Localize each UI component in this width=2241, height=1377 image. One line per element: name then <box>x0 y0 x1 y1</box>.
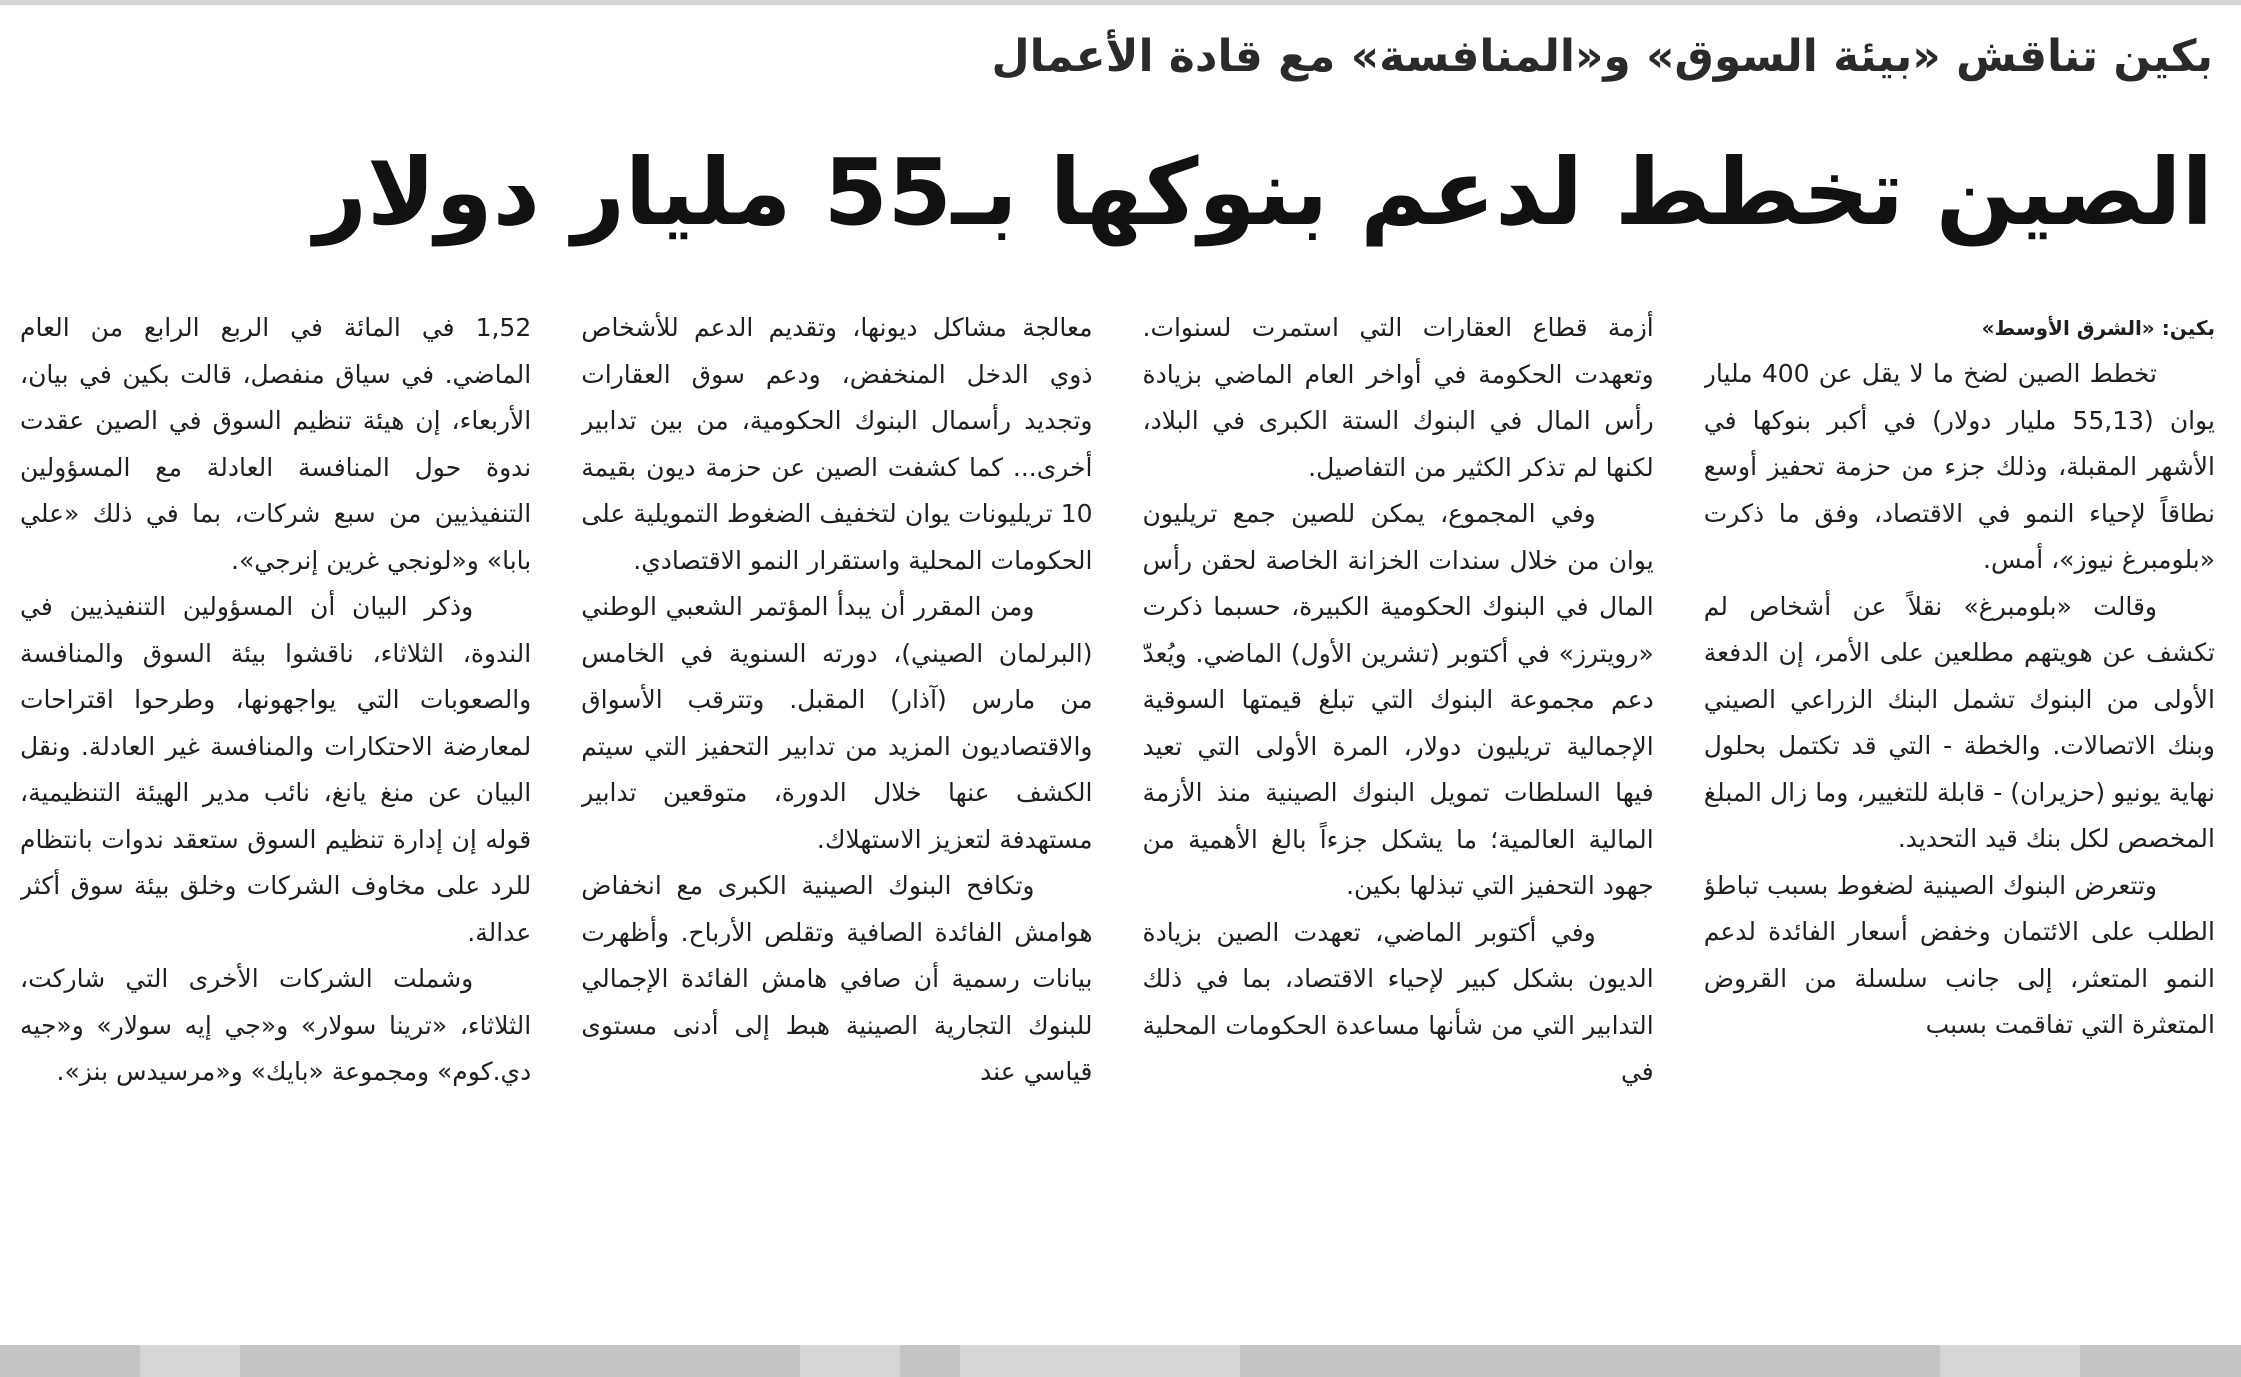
paragraph: معالجة مشاكل ديونها، وتقديم الدعم للأشخاص ذوي الدخل المنخفض، ودعم سوق العقارات وتجديد رأسمال البنوك الحكومية، من بين تدابير أخرى... كما كشفت الصين عن حزمة ديون بقيمة 10 تريليونات يوان لتخفيف الضغوط التمويلية على الحكومات المحلية واستقرار النمو الاقتصادي. <box>581 313 1093 575</box>
article-body <box>20 305 2215 1305</box>
footer-bar <box>0 1345 2241 1377</box>
paragraph: وتتعرض البنوك الصينية لضغوط بسبب تباطؤ الطلب على الائتمان وخفض أسعار الفائدة لدعم النمو المتعثر، إلى جانب سلسلة من القروض المتعثرة التي تفاقمت بسبب <box>1703 870 2215 1039</box>
paragraph: تخطط الصين لضخ ما لا يقل عن 400 مليار يوان (55,13 مليار دولار) في أكبر بنوكها في الأشهر المقبلة، وذلك جزء من حزمة تحفيز أوسع نطاقاً لإحياء النمو في الاقتصاد، وفق ما ذكرت «بلومبرغ نيوز»، أمس. <box>1703 359 2215 574</box>
column-1 <box>1704 305 2215 1305</box>
paragraph: وفي المجموع، يمكن للصين جمع تريليون يوان من خلال سندات الخزانة الخاصة لحقن رأس المال في البنوك الحكومية الكبيرة، حسبما ذكرت «رويترز» في أكتوبر (تشرين الأول) الماضي. ويُعدّ دعم مجموعة البنوك التي تبلغ قيمتها السوقية الإجمالية تريليون دولار، المرة الأولى التي تعيد فيها السلطات تمويل البنوك الصينية منذ الأزمة المالية العالمية؛ ما يشكل جزءاً بالغ الأهمية من جهود التحفيز التي تبذلها بكين. <box>1142 499 1654 900</box>
top-rule <box>0 0 2241 5</box>
column-2 <box>1143 305 1654 1305</box>
article-kicker: بكين تناقش «بيئة السوق» و«المنافسة» مع قادة الأعمال <box>991 31 2213 82</box>
paragraph: ومن المقرر أن يبدأ المؤتمر الشعبي الوطني (البرلمان الصيني)، دورته السنوية في الخامس من مارس (آذار) المقبل. وتترقب الأسواق والاقتصاديون المزيد من تدابير التحفيز التي سيتم الكشف عنها خلال الدورة، متوقعين تدابير مستهدفة لتعزيز الاستهلاك. <box>581 592 1093 854</box>
paragraph: وقالت «بلومبرغ» نقلاً عن أشخاص لم تكشف عن هويتهم مطلعين على الأمر، إن الدفعة الأولى من البنوك تشمل البنك الزراعي الصيني وبنك الاتصالات. والخطة - التي قد تكتمل بحلول نهاية يونيو (حزيران) - قابلة للتغيير، وما زال المبلغ المخصص لكل بنك قيد التحديد. <box>1703 591 2215 853</box>
dateline: بكين: «الشرق الأوسط» <box>1981 316 2215 340</box>
article-headline: الصين تخطط لدعم بنوكها بـ55 مليار دولار <box>314 139 2213 246</box>
column-3 <box>581 305 1092 1305</box>
paragraph: وشملت الشركات الأخرى التي شاركت، الثلاثاء، «ترينا سولار» و«جي إيه سولار» و«جيه دي.كوم» ومجموعة «بايك» و«مرسيدس بنز». <box>20 964 532 1086</box>
paragraph: وذكر البيان أن المسؤولين التنفيذيين في الندوة، الثلاثاء، ناقشوا بيئة السوق والمنافسة والصعوبات التي يواجهونها، وطرحوا اقتراحات لمعارضة الاحتكارات والمنافسة غير العادلة. ونقل البيان عن منغ يانغ، نائب مدير الهيئة التنظيمية، قوله إن إدارة تنظيم السوق ستعقد ندوات بانتظام للرد على مخاوف الشركات وخلق بيئة سوق أكثر عدالة. <box>20 592 532 947</box>
paragraph: وتكافح البنوك الصينية الكبرى مع انخفاض هوامش الفائدة الصافية وتقلص الأرباح. وأظهرت بيانات رسمية أن صافي هامش الفائدة الإجمالي للبنوك التجارية الصينية هبط إلى أدنى مستوى قياسي عند <box>581 871 1093 1086</box>
paragraph: 1,52 في المائة في الربع الرابع من العام الماضي. في سياق منفصل، قالت بكين في بيان، الأربعاء، إن هيئة تنظيم السوق في الصين عقدت ندوة حول المنافسة العادلة مع المسؤولين التنفيذيين من سبع شركات، بما في ذلك «علي بابا» و«لونجي غرين إنرجي». <box>20 313 532 575</box>
column-4 <box>20 305 531 1305</box>
paragraph: أزمة قطاع العقارات التي استمرت لسنوات. وتعهدت الحكومة في أواخر العام الماضي بزيادة رأس المال في البنوك الستة الكبرى في البلاد، لكنها لم تذكر الكثير من التفاصيل. <box>1142 313 1654 482</box>
paragraph: وفي أكتوبر الماضي، تعهدت الصين بزيادة الديون بشكل كبير لإحياء الاقتصاد، بما في ذلك التدابير التي من شأنها مساعدة الحكومات المحلية في <box>1142 917 1654 1086</box>
